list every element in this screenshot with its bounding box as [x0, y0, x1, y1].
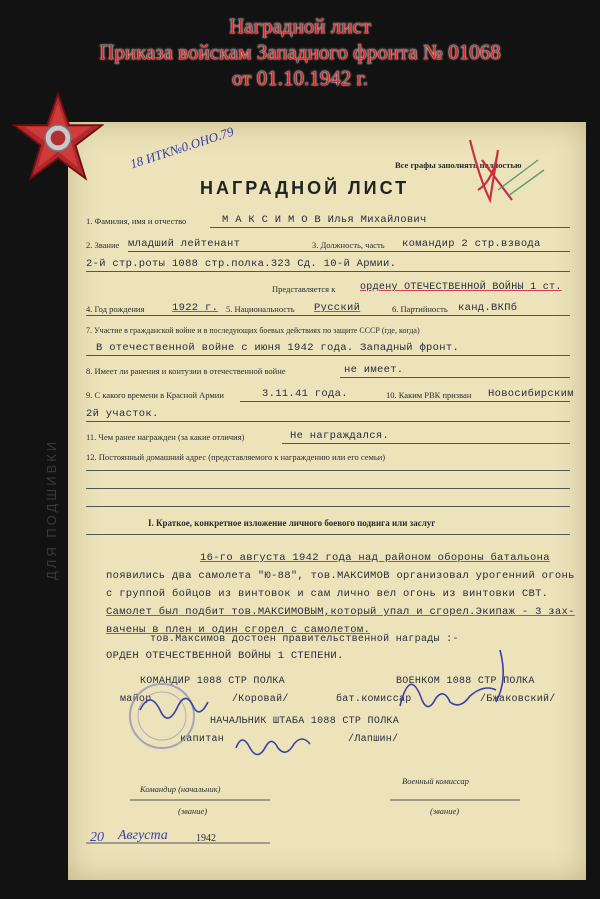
present-label: Представляется к [272, 284, 336, 294]
narrative-line: ОРДЕН ОТЕЧЕСТВЕННОЙ ВОЙНЫ 1 СТЕПЕНИ. [106, 650, 344, 662]
sign-commissar-name: /Бжаковский/ [480, 694, 556, 705]
field-9-label: 9. С какого времени в Красной Армии [86, 390, 224, 400]
footer-rank-right: (звание) [430, 806, 460, 816]
field-5-label: 5. Национальность [226, 304, 295, 314]
sign-commander-title: КОМАНДИР 1088 СТР ПОЛКА [140, 676, 285, 687]
field-11-value: Не награждался. [290, 430, 390, 442]
field-1-label: 1. Фамилия, имя и отчество [86, 216, 187, 226]
narrative-line: появились два самолета "Ю-88", тов.МАКСИМОВ организовал урогенний огонь [106, 570, 575, 582]
commander-signature [140, 698, 208, 718]
field-3-value-cont: 2-й стр.роты 1088 стр.полка.323 Сд. 10-й Армии. [86, 258, 397, 270]
field-4-value: 1922 г. [172, 302, 219, 314]
footer-commissar-label: Военный комиссар [402, 776, 469, 786]
field-7-label: 7. Участие в гражданской войне и в последующих боевых действиях по защите СССР (где, когда) [86, 326, 420, 335]
field-8-value: не имеет. [344, 364, 404, 376]
field-1-value: М А К С И М О В Илья Михайлович [222, 214, 427, 226]
field-3-label: 3. Должность, часть [312, 240, 385, 250]
stamp-seal [130, 684, 194, 748]
red-mark-top [470, 140, 512, 200]
header-line-3: от 01.10.1942 г. [232, 66, 368, 90]
side-label: ДЛЯ ПОДШИВКИ [44, 438, 59, 580]
field-10-value-cont: 2й участок. [86, 408, 159, 420]
commissar-signature [400, 650, 503, 707]
footer-commander-label: Командир (начальник) [140, 784, 221, 794]
narrative-line: тов.Максимов достоен правительственной награды :- [150, 634, 459, 645]
chief-signature [236, 739, 310, 755]
field-6-value: канд.ВКПб [458, 302, 518, 314]
top-handwritten-note: 18 ИТК№0.ОНО.79 [128, 123, 236, 172]
sign-commander-name: /Коровай/ [232, 694, 289, 705]
top-note: Все графы заполнять полностью [395, 160, 522, 170]
field-11-label: 11. Чем ранее награжден (за какие отличия) [86, 432, 245, 442]
section-heading: I. Краткое, конкретное изложение личного боевого подвига или заслуг [148, 518, 436, 528]
present-value: ордену ОТЕЧЕСТВЕННОЙ ВОЙНЫ 1 ст. [360, 282, 562, 293]
narrative-line: Самолет был подбит тов.МАКСИМОВЫМ,который упал и сгорел.Экипаж - 3 зах- [106, 606, 575, 618]
header-line-1: Наградной лист [228, 14, 372, 38]
field-4-label: 4. Год рождения [86, 304, 145, 314]
date-month: Августа [118, 828, 168, 843]
date-day: 20 [90, 830, 104, 845]
sign-commissar-title: ВОЕНКОМ 1088 СТР ПОЛКА [396, 676, 535, 687]
field-12-label: 12. Постоянный домашний адрес (представляемого к награждению или его семьи) [86, 452, 386, 462]
sign-commissar-rank: бат.комиссар [336, 694, 412, 705]
field-10-label: 10. Каким РВК призван [386, 390, 472, 400]
narrative-line: 16-го августа 1942 года над районом обороны батальона [200, 552, 550, 564]
footer-rank-left: (звание) [178, 806, 208, 816]
field-3-value: командир 2 стр.взвода [402, 238, 541, 250]
field-5-value: Русский [314, 302, 361, 314]
field-2-value: младший лейтенант [128, 238, 241, 250]
field-9-value: 3.11.41 года. [262, 388, 348, 400]
field-6-label: 6. Партийность [392, 304, 448, 314]
sign-chief-rank: капитан [180, 734, 225, 745]
page-title: НАГРАДНОЙ ЛИСТ [200, 178, 410, 198]
field-7-value: В отечественной войне с июня 1942 года. Западный фронт. [96, 342, 460, 354]
field-8-label: 8. Имеет ли ранения и контузии в отечественной войне [86, 366, 286, 376]
sign-chief-name: /Лапшин/ [348, 734, 399, 745]
sign-chief-title: НАЧАЛЬНИК ШТАБА 1088 СТР ПОЛКА [210, 716, 400, 727]
field-2-label: 2. Звание [86, 240, 120, 250]
field-10-value: Новосибирским [488, 388, 574, 400]
date-year: 1942 [196, 833, 216, 844]
narrative-line: вачены в плен и один сгорел с самолетом. [106, 624, 371, 636]
header-line-2: Приказа войскам Западного фронта № 01068 [99, 40, 501, 64]
sign-commander-rank: майор [120, 694, 152, 705]
narrative-line: с группой бойцов из винтовок и сам лично вел огонь из винтовки СВТ. [106, 588, 549, 600]
